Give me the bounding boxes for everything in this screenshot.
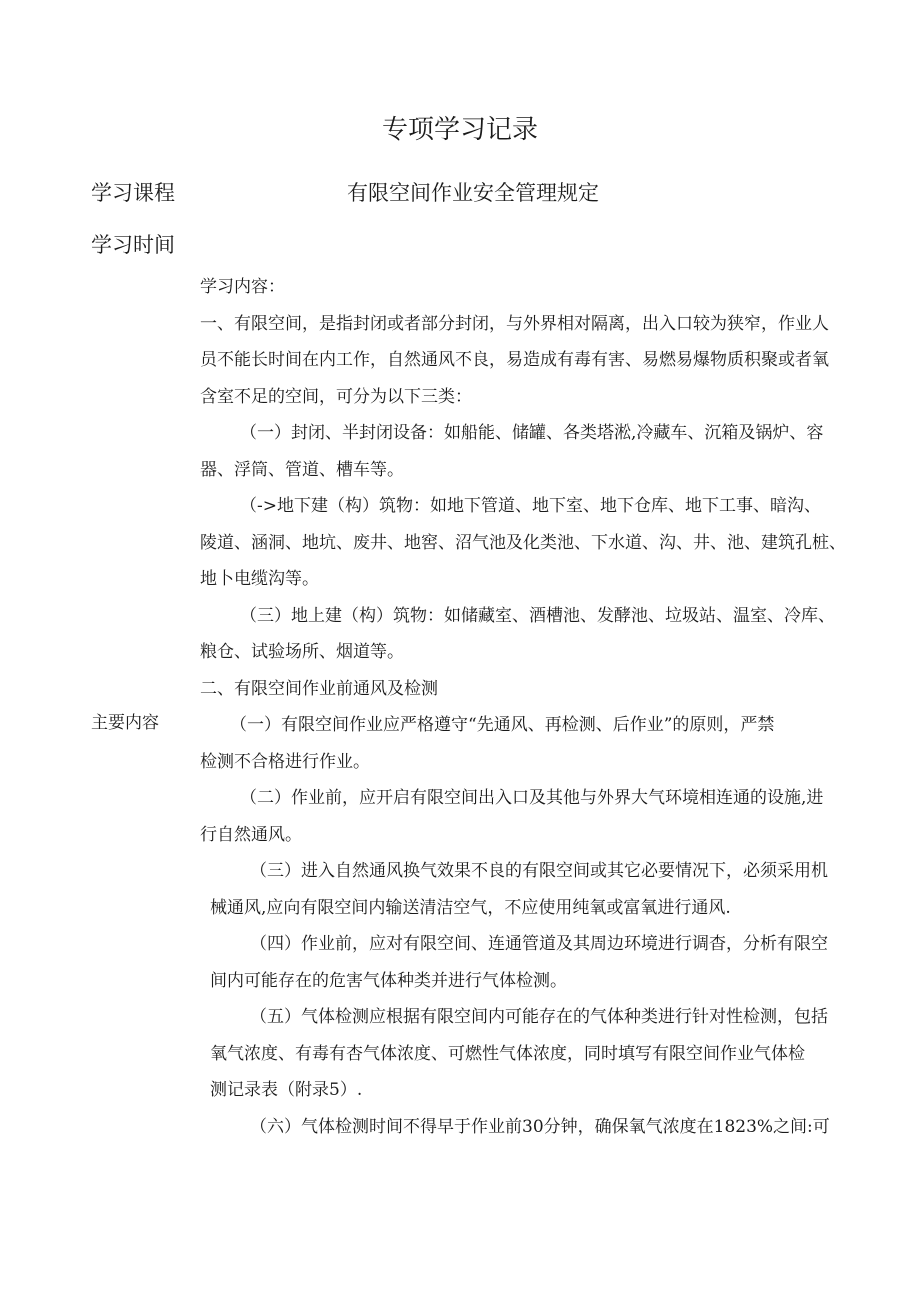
course-value: 有限空间作业安全管理规定 (347, 181, 599, 205)
content-line: 员不能长时间在内工作，自然通风不良，易造成有毒有害、易燃易爆物质积聚或者氧 (200, 350, 829, 370)
document-title: 专项学习记录 (381, 115, 538, 145)
content-line: （一）封闭、半封闭设备：如船能、储罐、各类塔淞,冷藏车、沉箱及锅炉、容 (240, 423, 824, 443)
content-line: （五）气体检测应根据有限空间内可能存在的气体种类进行针对性检测，包括 (250, 1007, 828, 1027)
content-body (0, 269, 920, 1145)
main-content-label: 主要内容 (91, 713, 159, 733)
content-line: （二）作业前，应开启有限空间出入口及其他与外界大气环境相连通的设施,进 (240, 788, 824, 808)
content-heading: 学习内容： (200, 277, 285, 297)
content-line: 械通风,应向有限空间内输送清洁空气，不应使用纯氧或富氧进行通风. (210, 897, 731, 918)
section-heading: 二、有限空间作业前通风及检测 (200, 678, 438, 699)
content-line: （一）有限空间作业应严格遵守“先通风、再检测、后作业”的原则，严禁 (230, 715, 775, 735)
content-line: （四）作业前，应对有限空间、连通管道及其周边环境进行调杳，分析有限空 (250, 934, 828, 954)
content-line: （三）进入自然通风换气效果不良的有限空间或其它必要情况下，必须采用机 (250, 861, 828, 881)
study-time-label: 学习时间 (91, 233, 175, 257)
content-line: 测记录表（附录5）. (210, 1080, 363, 1100)
content-line: 粮仓、试验场所、烟道等。 (200, 642, 404, 662)
content-line: （->地下建（构）筑物：如地下管道、地下室、地下仓库、地下工事、暗沟、 (240, 496, 821, 516)
course-label: 学习课程 (91, 181, 175, 205)
content-line: 器、浮筒、管道、槽车等。 (200, 459, 404, 480)
content-line: 检测不合格进行作业。 (200, 751, 370, 772)
content-line: 含室不足的空间，可分为以下三类： (200, 386, 472, 407)
content-line: 行自然通风。 (200, 824, 302, 845)
content-line: 地卜电缆沟等。 (200, 569, 319, 589)
content-line: 间内可能存在的危害气体种类并进行气体检测。 (210, 970, 567, 991)
content-line: （六）气体检测时间不得早于作业前30分钟，确保氧气浓度在1823%之间:可 (250, 1116, 830, 1137)
content-line: （三）地上建（构）筑物：如储藏室、酒槽池、发酵池、垃圾站、温室、冷库、 (240, 605, 835, 626)
content-line: 氧气浓度、有毒有杏气体浓度、可燃性气体浓度，同时填写有限空间作业气体检 (210, 1043, 805, 1064)
content-line: 一、有限空间，是指封闭或者部分封闭，与外界相对隔离，出入口较为狭窄，作业人 (200, 313, 829, 334)
content-line: 陵道、涵洞、地坑、废井、地窖、沼气池及化类池、下水道、沟、井、池、建筑孔桩、 (200, 532, 846, 553)
